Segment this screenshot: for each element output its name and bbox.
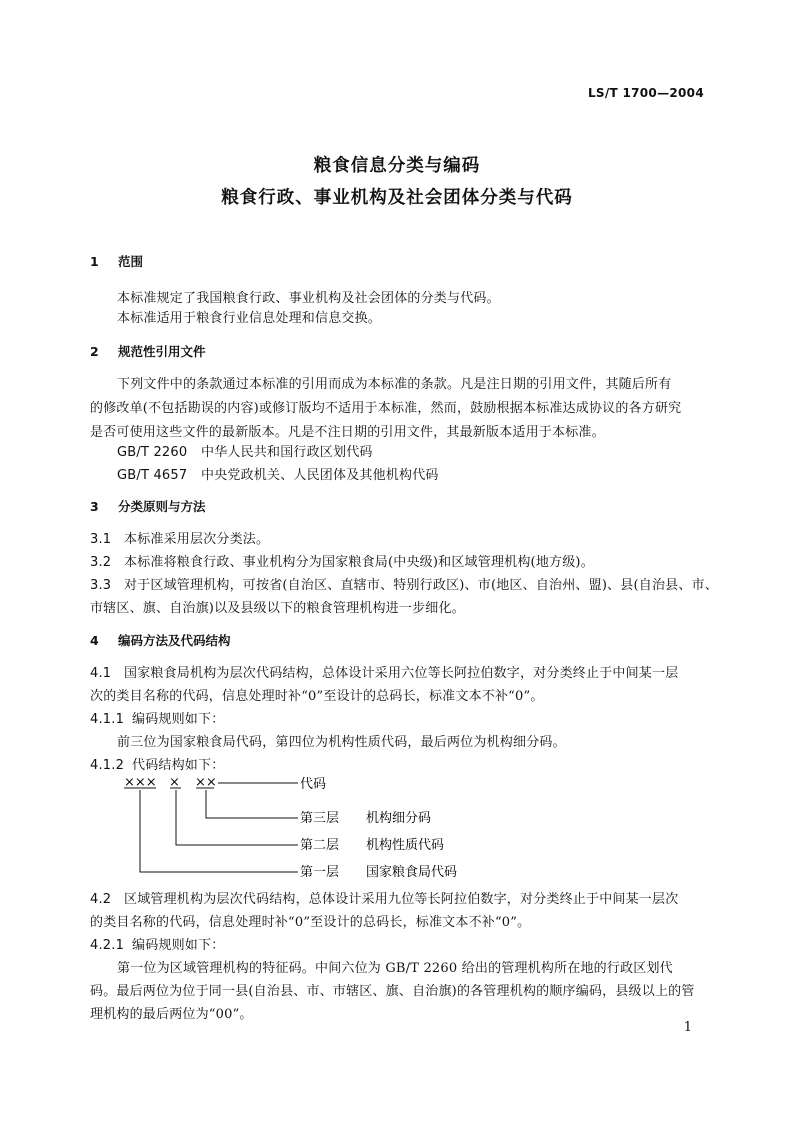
- clause-number: 4.2: [90, 892, 112, 907]
- clause-text: 编码规则如下：: [132, 938, 225, 953]
- paragraph: 本标准适用于粮食行业信息处理和信息交换。: [117, 311, 382, 326]
- clause-4-2: [90, 888, 678, 907]
- level1-connector: [140, 790, 298, 872]
- level1-label: 第一层: [300, 865, 340, 880]
- clause-number: 4.1: [90, 666, 112, 681]
- section-number: 3: [90, 499, 99, 514]
- level1-description: 国家粮食局代码: [366, 865, 458, 880]
- level3-description: 机构细分码: [366, 811, 432, 826]
- clause-number: 4.1.2: [90, 758, 125, 773]
- paragraph-line: 的修改单(不包括勘误的内容)或修订版均不适用于本标准，然而，鼓励根据本标准达成协议的各方研究: [90, 401, 682, 416]
- paragraph-line: 市辖区、旗、自治旗)以及县级以下的粮食管理机构进一步细化。: [90, 601, 465, 616]
- clause-text: 国家粮食局机构为层次代码结构，总体设计采用六位等长阿拉伯数字，对分类终止于中间某一层: [124, 666, 679, 681]
- paragraph: 本标准规定了我国粮食行政、事业机构及社会团体的分类与代码。: [117, 291, 500, 306]
- group3-marks: ××: [195, 775, 217, 790]
- section-title: 分类原则与方法: [118, 499, 206, 514]
- clause-number: 3.2: [90, 555, 112, 570]
- diagram-lines: [124, 783, 298, 872]
- level2-description: 机构性质代码: [366, 838, 445, 853]
- reference-code: GB/T 2260: [117, 445, 188, 460]
- page-number: 1: [683, 1020, 692, 1035]
- clause-text: 编码规则如下：: [132, 712, 225, 727]
- clause-text: 区域管理机构为层次代码结构，总体设计采用九位等长阿拉伯数字，对分类终止于中间某一层次: [124, 892, 679, 907]
- section-number: 4: [90, 633, 99, 648]
- group1-marks: ×××: [124, 775, 157, 790]
- paragraph-line: 第一位为区域管理机构的特征码。中间六位为 GB/T 2260 给出的管理机构所在地的行政区划代: [117, 961, 673, 976]
- standard-number: LS/T 1700—2004: [587, 86, 704, 100]
- section-title: 范围: [118, 254, 144, 269]
- level3-label: 第三层: [300, 811, 340, 826]
- clause-number: 4.1.1: [90, 712, 125, 727]
- paragraph-line: 的类目名称的代码，信息处理时补“0”至设计的总码长，标准文本不补“0”。: [90, 915, 531, 930]
- reference-code: GB/T 4657: [117, 468, 188, 483]
- clause-number: 3.1: [90, 532, 112, 547]
- section-number: 1: [90, 254, 99, 269]
- paragraph-line: 下列文件中的条款通过本标准的引用而成为本标准的条款。凡是注日期的引用文件，其随后所有: [117, 377, 672, 392]
- paragraph: 前三位为国家粮食局代码，第四位为机构性质代码，最后两位为机构细分码。: [117, 735, 566, 750]
- clause-text: 本标准将粮食行政、事业机构分为国家粮食局(中央级)和区域管理机构(地方级)。: [124, 555, 594, 570]
- clause-text: 本标准采用层次分类法。: [124, 532, 270, 547]
- code-label: 代码: [300, 777, 327, 792]
- level2-label: 第二层: [300, 838, 340, 853]
- paragraph-line: 理机构的最后两位为“00”。: [90, 1007, 253, 1022]
- section-number: 2: [90, 344, 99, 359]
- section-title: 规范性引用文件: [118, 344, 206, 359]
- clause-text: 代码结构如下：: [132, 758, 225, 773]
- clause-text: 对于区域管理机构，可按省(自治区、直辖市、特别行政区)、市(地区、自治州、盟)、县(自治县、市、: [124, 578, 718, 593]
- paragraph-line: 是否可使用这些文件的最新版本。凡是不注日期的引用文件，其最新版本适用于本标准。: [90, 425, 605, 440]
- document-title-line1: 粮食信息分类与编码: [313, 156, 481, 176]
- section-title: 编码方法及代码结构: [118, 633, 231, 648]
- clause-number: 3.3: [90, 578, 112, 593]
- paragraph-line: 码。最后两位为位于同一县(自治县、市、市辖区、旗、自治旗)的各管理机构的顺序编码，县级以上的管: [90, 984, 695, 999]
- paragraph-line: 次的类目名称的代码，信息处理时补“0”至设计的总码长，标准文本不补“0”。: [90, 689, 544, 704]
- reference-title: 中央党政机关、人民团体及其他机构代码: [201, 468, 439, 483]
- level3-connector: [206, 790, 298, 818]
- group2-marks: ×: [169, 775, 180, 790]
- clause-number: 4.2.1: [90, 938, 125, 953]
- document-title-line2: 粮食行政、事业机构及社会团体分类与代码: [221, 188, 573, 208]
- clause-4-2-1: [90, 934, 224, 953]
- reference-title: 中华人民共和国行政区划代码: [201, 445, 373, 460]
